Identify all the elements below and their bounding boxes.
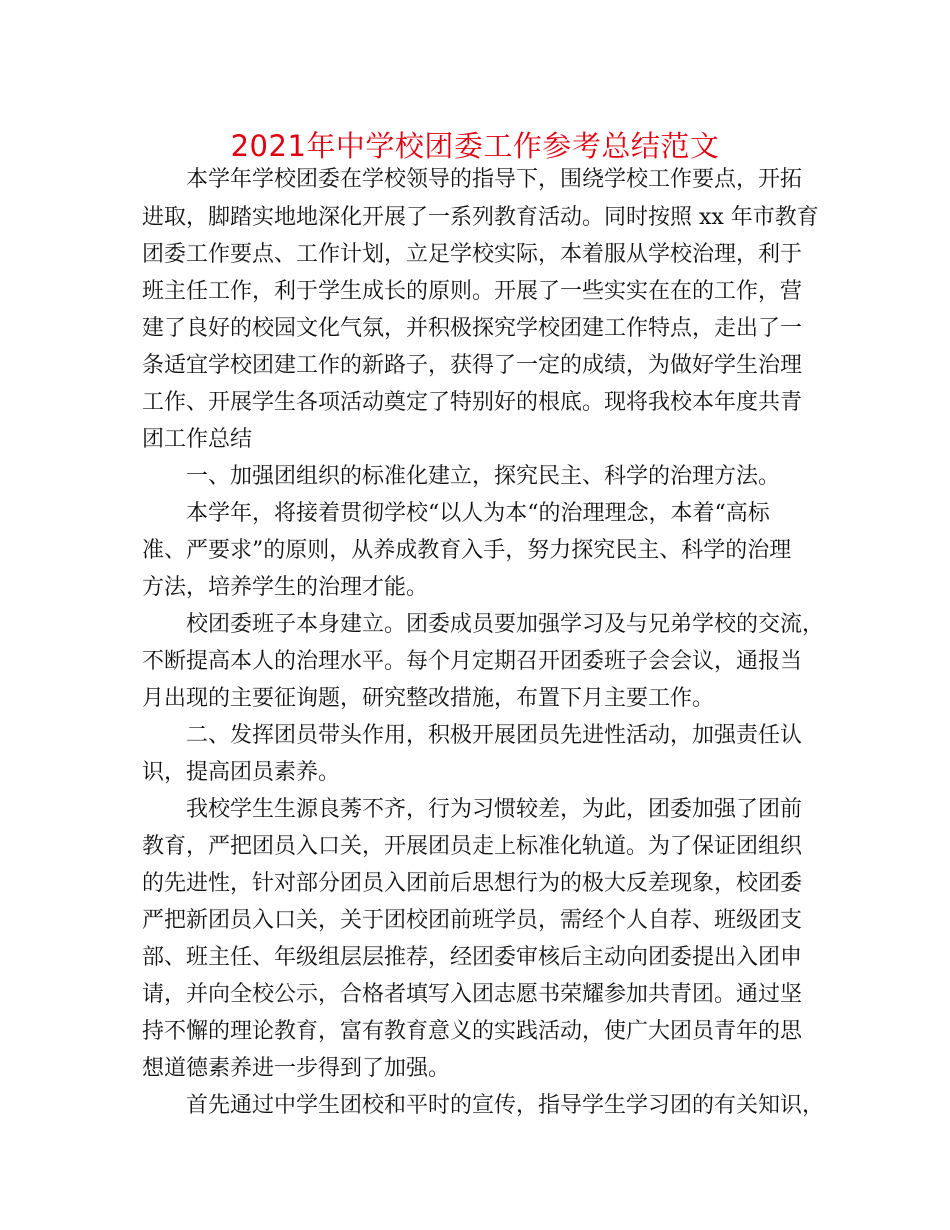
body-line: 校团委班子本身建立。团委成员要加强学习及与兄弟学校的交流， bbox=[186, 612, 825, 637]
body-line: 月出现的主要征询题，研究整改措施，布置下月主要工作。 bbox=[142, 686, 715, 711]
body-line: 方法，培养学生的治理才能。 bbox=[142, 575, 429, 600]
body-line: 工作、开展学生各项活动奠定了特别好的根底。现将我校本年度共青 bbox=[142, 390, 803, 415]
body-line: 部、班主任、年级组层层推荐，经团委审核后主动向团委提出入团申 bbox=[142, 945, 803, 970]
body-line: 团委工作要点、工作计划，立足学校实际，本着服从学校治理，利于 bbox=[142, 242, 803, 267]
body-line: 持不懈的理论教育，富有教育意义的实践活动，使广大团员青年的思 bbox=[142, 1019, 803, 1044]
body-line: 建了良好的校园文化气氛，并积极探究学校团建工作特点，走出了一 bbox=[142, 316, 803, 341]
body-line: 本学年，将接着贯彻学校“以人为本“的治理理念，本着“高标 bbox=[186, 501, 770, 526]
body-line: 条适宜学校团建工作的新路子，获得了一定的成绩，为做好学生治理 bbox=[142, 353, 803, 378]
body-line: 本学年学校团委在学校领导的指导下，围绕学校工作要点，开拓 bbox=[186, 167, 803, 192]
section-heading: 一、加强团组织的标准化建立，探究民主、科学的治理方法。 bbox=[186, 464, 781, 489]
body-line: 我校学生生源良莠不齐，行为习惯较差，为此，团委加强了团前 bbox=[186, 797, 803, 822]
section-heading-cont: 识，提高团员素养。 bbox=[142, 760, 341, 785]
body-line: 准、严要求”的原则，从养成教育入手，努力探究民主、科学的治理 bbox=[142, 538, 792, 563]
body-line: 班主任工作，利于学生成长的原则。开展了一些实实在在的工作，营 bbox=[142, 279, 803, 304]
body-line: 不断提高本人的治理水平。每个月定期召开团委班子会会议，通报当 bbox=[142, 649, 803, 674]
body-line: 进取，脚踏实地地深化开展了一系列教育活动。同时按照 xx 年市教育 bbox=[142, 205, 819, 230]
body-line: 的先进性，针对部分团员入团前后思想行为的极大反差现象，校团委 bbox=[142, 871, 803, 896]
body-line: 想道德素养进一步得到了加强。 bbox=[142, 1056, 451, 1081]
body-line: 教育，严把团员入口关，开展团员走上标准化轨道。为了保证团组织 bbox=[142, 834, 803, 859]
body-line: 严把新团员入口关，关于团校团前班学员，需经个人自荐、班级团支 bbox=[142, 908, 803, 933]
section-heading: 二、发挥团员带头作用，积极开展团员先进性活动，加强责任认 bbox=[186, 723, 803, 748]
document-title: 2021年中学校团委工作参考总结范文 bbox=[230, 129, 720, 163]
body-line: 请，并向全校公示，合格者填写入团志愿书荣耀参加共青团。通过坚 bbox=[142, 982, 803, 1007]
body-line: 团工作总结 bbox=[142, 427, 253, 452]
body-line: 首先通过中学生团校和平时的宣传，指导学生学习团的有关知识， bbox=[186, 1093, 825, 1118]
